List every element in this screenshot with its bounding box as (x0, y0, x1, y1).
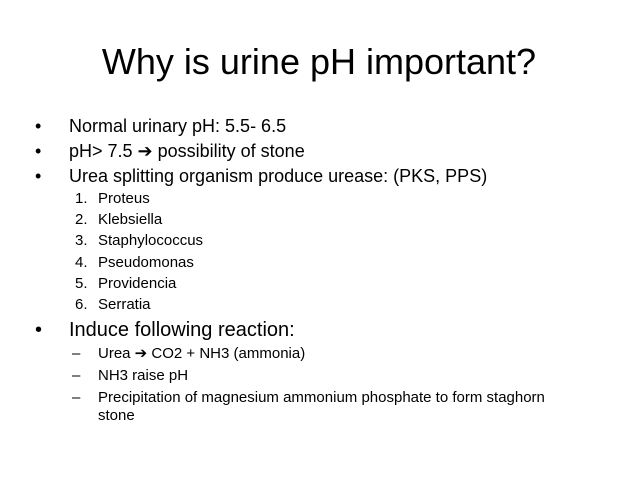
list-number: 5. (75, 275, 88, 292)
bullet-marker: • (35, 141, 42, 161)
sub-item-text: Precipitation of magnesium ammonium phosphate to form staghorn stone (98, 389, 545, 424)
list-text: Klebsiella (98, 211, 163, 228)
bullet-marker: • (35, 166, 42, 186)
list-number: 6. (75, 296, 88, 313)
sub-item-text: NH3 raise pH (98, 367, 189, 384)
dash-marker: – (72, 345, 81, 362)
sub-item (72, 389, 582, 429)
list-text: Proteus (98, 190, 150, 207)
list-text: Pseudomonas (98, 254, 194, 271)
dash-marker: – (72, 389, 81, 406)
bullet-text: Induce following reaction: (69, 319, 295, 341)
list-text: Serratia (98, 296, 151, 313)
bullet-text: Normal urinary pH: 5.5- 6.5 (69, 116, 287, 136)
list-number: 2. (75, 211, 88, 228)
list-text: Staphylococcus (98, 232, 204, 249)
bullet-text: Urea splitting organism produce urease: (PKS, PPS) (69, 166, 488, 186)
bullet-text: pH> 7.5 ➔ possibility of stone (69, 141, 305, 161)
list-text: Providencia (98, 275, 177, 292)
bullet-marker: • (35, 319, 43, 341)
list-number: 4. (75, 254, 88, 271)
sub-item-text: Urea ➔ CO2 + NH3 (ammonia) (98, 345, 306, 362)
list-number: 3. (75, 232, 88, 249)
bullet-marker: • (35, 116, 42, 136)
list-number: 1. (75, 190, 88, 207)
dash-marker: – (72, 367, 81, 384)
slide-title: Why is urine pH important? (101, 41, 537, 82)
